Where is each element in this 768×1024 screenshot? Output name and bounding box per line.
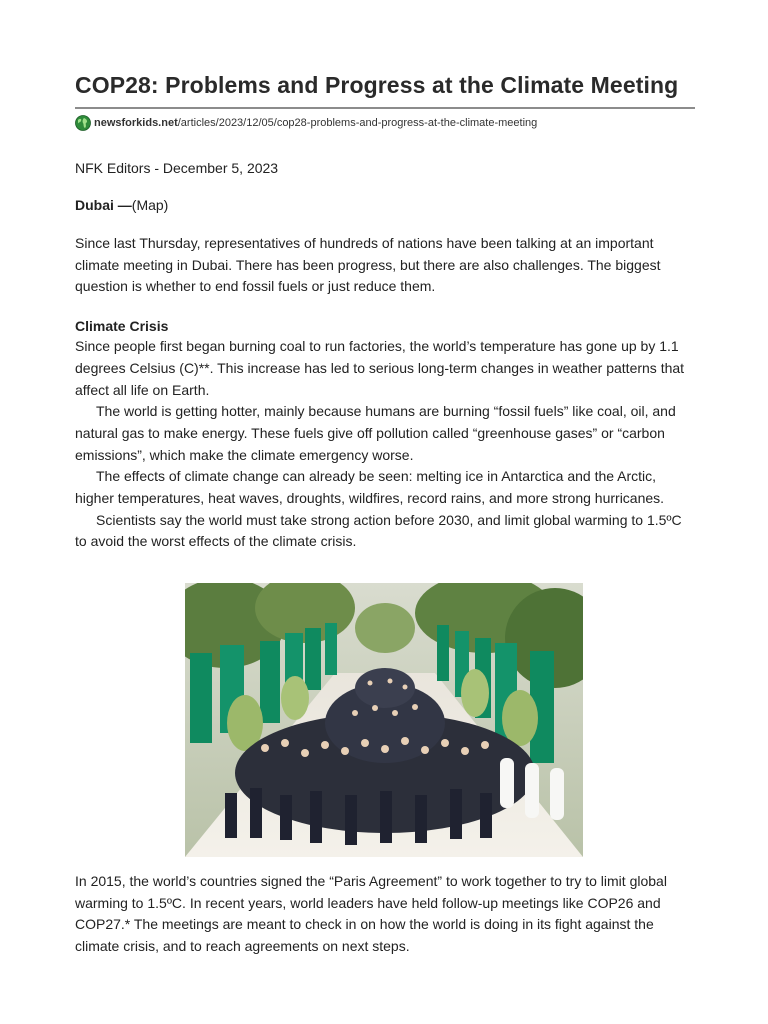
title-divider — [75, 107, 695, 109]
post-photo-section — [75, 871, 693, 958]
section-heading: Climate Crisis — [75, 318, 169, 335]
source-path[interactable]: /articles/2023/12/05/cop28-problems-and-progress-at-the-climate-meeting — [177, 117, 538, 129]
body-paragraph: In 2015, the world’s countries signed the “Paris Agreement” to work together to try to limit global warming to 1.5ºC. In recent years, world leaders have held follow-up meetings like COP26 and COP27.* The meetings are meant to check in on how the world is doing in its fight against the climate crisis, and to reach agreements on next steps. — [75, 873, 667, 955]
article-title: COP28: Problems and Progress at the Climate Meeting — [75, 72, 679, 98]
body-paragraph: Since people first began burning coal to run factories, the world’s temperature has gone up by 1.1 degrees Celsius (C)**. This increase has led to serious long-term changes in weather patterns that affect all life on Earth. — [75, 338, 685, 398]
intro-paragraph: Since last Thursday, representatives of hundreds of nations have been talking at an important climate meeting in Dubai. There has been progress, but there are also challenges. The biggest question is whether to end fossil fuels or just reduce them. — [75, 235, 661, 295]
article — [75, 70, 693, 955]
map-link[interactable]: (Map) — [131, 197, 169, 213]
body-paragraph: The world is getting hotter, mainly because humans are burning “fossil fuels” like coal, oil, and natural gas to make energy. These fuels give off pollution called “greenhouse gases” or “carbon emissions”, which make the climate emergency worse. — [75, 403, 676, 463]
dateline — [75, 196, 693, 214]
cop28-delegates-photo — [185, 583, 583, 857]
source-line — [75, 114, 693, 132]
dateline-place: Dubai — — [75, 197, 132, 213]
source-domain-link[interactable]: newsforkids.net — [94, 117, 178, 129]
globe-icon — [75, 115, 91, 131]
byline: NFK Editors - December 5, 2023 — [75, 160, 279, 176]
body-paragraph: The effects of climate change can already be seen: melting ice in Antarctica and the Arctic, higher temperatures, heat waves, droughts, wildfires, record rains, and more strong hurricanes. — [75, 468, 665, 507]
body-paragraph: Scientists say the world must take strong action before 2030, and limit global warming to 1.5ºC to avoid the worst effects of the climate crisis. — [75, 511, 682, 550]
photo-illustration — [185, 583, 583, 857]
